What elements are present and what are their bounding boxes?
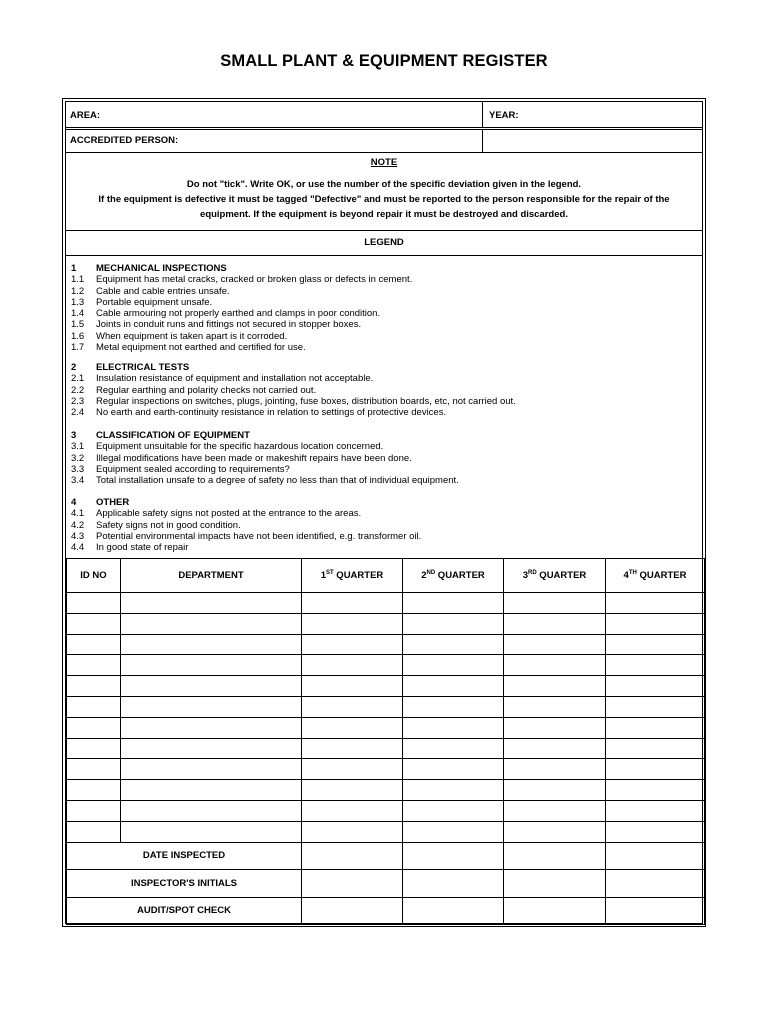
table-cell[interactable] <box>504 870 606 898</box>
footer-row-audit-spot-check <box>67 897 705 925</box>
register-form <box>62 98 706 927</box>
legend-body <box>66 256 702 558</box>
legend-section <box>71 362 516 418</box>
table-cell[interactable] <box>302 717 403 738</box>
note-heading: NOTE <box>370 157 398 168</box>
register-form-inner <box>65 101 703 924</box>
legend-item-number: 4.4 <box>71 542 85 554</box>
table-cell[interactable] <box>504 634 606 655</box>
table-cell[interactable] <box>67 717 121 738</box>
legend-item: Equipment unsuitable for the specific hazardous location concerned. <box>96 441 384 453</box>
table-cell[interactable] <box>606 613 705 634</box>
table-cell[interactable] <box>302 676 403 697</box>
table-cell[interactable] <box>606 800 705 821</box>
legend-item-number: 1.2 <box>71 285 85 297</box>
legend-item-number: 1.7 <box>71 342 85 354</box>
table-cell[interactable] <box>121 593 302 614</box>
col-header-department: DEPARTMENT <box>121 559 302 593</box>
col-header-q1: 1ST QUARTER <box>302 559 403 593</box>
table-cell[interactable] <box>302 800 403 821</box>
table-cell[interactable] <box>121 696 302 717</box>
col-header-q3: 3RD QUARTER <box>504 559 606 593</box>
table-cell[interactable] <box>67 738 121 759</box>
table-cell[interactable] <box>302 842 403 870</box>
legend-item: Safety signs not in good condition. <box>96 519 241 531</box>
table-cell[interactable] <box>504 717 606 738</box>
table-cell[interactable] <box>67 696 121 717</box>
legend-item-number: 2.3 <box>71 395 85 407</box>
note-section <box>66 153 702 231</box>
table-cell[interactable] <box>121 655 302 676</box>
legend-item: Equipment has metal cracks, cracked or broken glass or defects in cement. <box>96 274 413 286</box>
table-cell[interactable] <box>504 738 606 759</box>
table-cell[interactable] <box>121 613 302 634</box>
table-cell[interactable] <box>504 696 606 717</box>
legend-section-title: MECHANICAL INSPECTIONS <box>96 263 227 274</box>
table-cell[interactable] <box>67 800 121 821</box>
legend-item-number: 4.2 <box>71 519 85 531</box>
table-cell[interactable] <box>121 780 302 801</box>
table-row <box>67 821 705 842</box>
note-line: If the equipment is defective it must be tagged "Defective" and must be reported to the person responsible for the repair of the <box>98 194 670 205</box>
divider <box>482 102 483 128</box>
table-cell[interactable] <box>67 634 121 655</box>
legend-section-title: OTHER <box>96 497 130 508</box>
legend-item: Cable armouring not properly earthed and clamps in poor condition. <box>96 308 381 320</box>
table-cell[interactable] <box>403 593 504 614</box>
legend-heading-row <box>66 231 702 256</box>
table-cell[interactable] <box>504 821 606 842</box>
legend-item-number: 3.3 <box>71 463 85 475</box>
footer-label: AUDIT/SPOT CHECK <box>67 897 302 925</box>
legend-item: Potential environmental impacts have not been identified, e.g. transformer oil. <box>96 530 422 542</box>
table-cell[interactable] <box>606 655 705 676</box>
legend-item-number: 2.1 <box>71 373 85 385</box>
col-header-q4: 4TH QUARTER <box>606 559 705 593</box>
table-cell[interactable] <box>403 634 504 655</box>
table-row <box>67 800 705 821</box>
table-cell[interactable] <box>302 738 403 759</box>
table-cell[interactable] <box>302 696 403 717</box>
table-cell[interactable] <box>302 655 403 676</box>
table-cell[interactable] <box>403 821 504 842</box>
accredited-person-label: ACCREDITED PERSON: <box>70 135 179 146</box>
table-cell[interactable] <box>606 842 705 870</box>
table-cell[interactable] <box>606 696 705 717</box>
table-cell[interactable] <box>403 696 504 717</box>
legend-item: Applicable safety signs not posted at the entrance to the areas. <box>96 508 362 520</box>
col-header-q2: 2ND QUARTER <box>403 559 504 593</box>
legend-item: When equipment is taken apart is it corroded. <box>96 330 288 342</box>
table-cell[interactable] <box>121 821 302 842</box>
table-row <box>67 738 705 759</box>
table-cell[interactable] <box>67 655 121 676</box>
table-row <box>67 655 705 676</box>
legend-item: Regular earthing and polarity checks not carried out. <box>96 384 317 396</box>
legend-item-number: 4.1 <box>71 508 85 520</box>
table-body <box>67 593 705 843</box>
col-header-id: ID NO <box>67 559 121 593</box>
table-cell[interactable] <box>67 676 121 697</box>
year-label: YEAR: <box>489 110 519 121</box>
table-cell[interactable] <box>121 800 302 821</box>
table-cell[interactable] <box>67 613 121 634</box>
table-cell[interactable] <box>403 897 504 925</box>
page-title: SMALL PLANT & EQUIPMENT REGISTER <box>220 52 548 70</box>
table-cell[interactable] <box>121 634 302 655</box>
legend-item-number: 1.5 <box>71 319 85 331</box>
area-label: AREA: <box>70 110 101 121</box>
legend-item-number: 1.3 <box>71 296 85 308</box>
table-cell[interactable] <box>606 717 705 738</box>
table-header-row <box>67 559 705 593</box>
table-row <box>67 717 705 738</box>
legend-item: Regular inspections on switches, plugs, jointing, fuse boxes, distribution boards, etc, not carried out. <box>96 395 516 407</box>
legend-section-title: ELECTRICAL TESTS <box>96 362 190 373</box>
table-cell[interactable] <box>504 800 606 821</box>
register-table <box>66 558 705 925</box>
table-cell[interactable] <box>302 613 403 634</box>
legend-section <box>71 263 412 353</box>
table-cell[interactable] <box>606 821 705 842</box>
legend-section-title: CLASSIFICATION OF EQUIPMENT <box>96 430 250 441</box>
footer-row-date-inspected <box>67 842 705 870</box>
legend-item: Insulation resistance of equipment and installation not acceptable. <box>96 373 374 385</box>
legend-section-number: 4 <box>71 497 77 508</box>
table-cell[interactable] <box>67 759 121 780</box>
table-cell[interactable] <box>403 800 504 821</box>
legend-item: Metal equipment not earthed and certified for use. <box>96 342 306 354</box>
legend-section-number: 2 <box>71 362 77 373</box>
legend-item: In good state of repair <box>96 542 189 554</box>
table-cell[interactable] <box>504 655 606 676</box>
table-cell[interactable] <box>121 738 302 759</box>
table-cell[interactable] <box>302 780 403 801</box>
legend-section <box>71 430 459 486</box>
accredited-person-row <box>66 130 702 153</box>
table-cell[interactable] <box>504 842 606 870</box>
legend-item-number: 1.1 <box>71 274 85 286</box>
table-cell[interactable] <box>606 676 705 697</box>
table-cell[interactable] <box>606 870 705 898</box>
table-cell[interactable] <box>302 593 403 614</box>
table-cell[interactable] <box>504 613 606 634</box>
table-cell[interactable] <box>403 676 504 697</box>
area-year-row <box>66 102 702 128</box>
legend-item-number: 3.2 <box>71 452 85 464</box>
table-row <box>67 613 705 634</box>
footer-label: INSPECTOR'S INITIALS <box>67 870 302 898</box>
legend-section-number: 3 <box>71 430 77 441</box>
table-cell[interactable] <box>403 842 504 870</box>
legend-item: Equipment sealed according to requirements? <box>96 463 290 475</box>
legend-item: Total installation unsafe to a degree of safety no less than that of individual equipment. <box>96 475 459 487</box>
legend-item-number: 2.2 <box>71 384 85 396</box>
table-cell[interactable] <box>504 897 606 925</box>
table-cell[interactable] <box>504 593 606 614</box>
table-cell[interactable] <box>403 717 504 738</box>
table-cell[interactable] <box>504 759 606 780</box>
table-cell[interactable] <box>606 634 705 655</box>
table-cell[interactable] <box>606 897 705 925</box>
table-cell[interactable] <box>67 821 121 842</box>
legend-section-number: 1 <box>71 263 77 274</box>
legend-section <box>71 497 421 553</box>
legend-item: Cable and cable entries unsafe. <box>96 285 230 297</box>
table-cell[interactable] <box>121 759 302 780</box>
table-cell[interactable] <box>302 897 403 925</box>
table-row <box>67 634 705 655</box>
table-cell[interactable] <box>403 738 504 759</box>
legend-item: Illegal modifications have been made or makeshift repairs have been done. <box>96 452 412 464</box>
legend-item-number: 4.3 <box>71 530 85 542</box>
table-cell[interactable] <box>67 593 121 614</box>
legend-item-number: 1.4 <box>71 308 85 320</box>
legend-item-number: 2.4 <box>71 407 85 419</box>
table-cell[interactable] <box>504 780 606 801</box>
table-row <box>67 676 705 697</box>
table-cell[interactable] <box>606 593 705 614</box>
footer-label: DATE INSPECTED <box>67 842 302 870</box>
table-cell[interactable] <box>403 759 504 780</box>
legend-item-number: 1.6 <box>71 330 85 342</box>
note-line: equipment. If the equipment is beyond repair it must be destroyed and discarded. <box>200 209 568 220</box>
divider <box>482 130 483 153</box>
table-cell[interactable] <box>403 780 504 801</box>
note-line: Do not "tick". Write OK, or use the number of the specific deviation given in the legend. <box>186 179 582 190</box>
table-cell[interactable] <box>403 870 504 898</box>
table-row <box>67 780 705 801</box>
footer-row-inspector-initials <box>67 870 705 898</box>
legend-item: Portable equipment unsafe. <box>96 296 213 308</box>
legend-heading: LEGEND <box>364 237 404 248</box>
table-cell[interactable] <box>302 870 403 898</box>
table-cell[interactable] <box>302 759 403 780</box>
legend-item-number: 3.1 <box>71 441 85 453</box>
legend-item: No earth and earth-continuity resistance in relation to settings of protective devices. <box>96 407 447 419</box>
table-cell[interactable] <box>606 759 705 780</box>
table-cell[interactable] <box>403 655 504 676</box>
table-cell[interactable] <box>121 676 302 697</box>
table-cell[interactable] <box>302 634 403 655</box>
table-cell[interactable] <box>67 780 121 801</box>
table-cell[interactable] <box>606 738 705 759</box>
table-row <box>67 696 705 717</box>
table-row <box>67 759 705 780</box>
table-cell[interactable] <box>121 717 302 738</box>
legend-item: Joints in conduit runs and fittings not secured in stopper boxes. <box>96 319 362 331</box>
table-cell[interactable] <box>606 780 705 801</box>
table-cell[interactable] <box>504 676 606 697</box>
table-cell[interactable] <box>403 613 504 634</box>
table-cell[interactable] <box>302 821 403 842</box>
table-row <box>67 593 705 614</box>
legend-item-number: 3.4 <box>71 475 85 487</box>
